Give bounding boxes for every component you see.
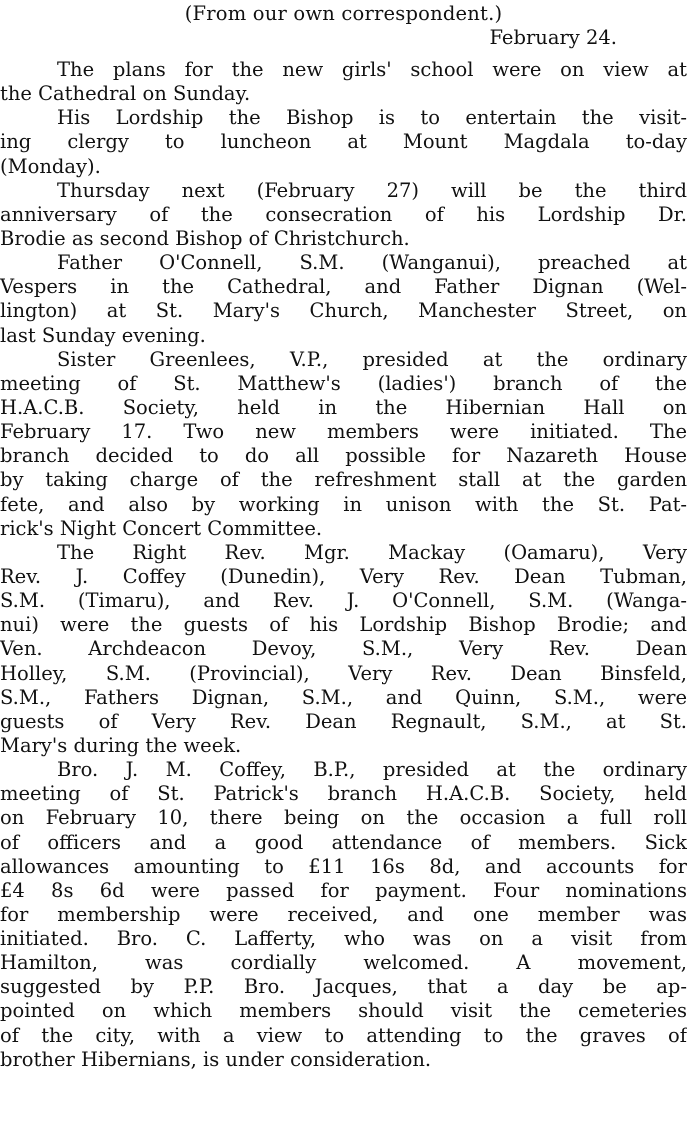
text-line: ing clergy to luncheon at Mount Magdala to-day xyxy=(0,130,687,154)
text-line: February 17. Two new members were initiated. The xyxy=(0,420,687,444)
text-line: nui) were the guests of his Lordship Bishop Brodie; and xyxy=(0,613,687,637)
text-line: Mary's during the week. xyxy=(0,733,242,757)
text-line: Father O'Connell, S.M. (Wanganui), preached at xyxy=(57,251,687,275)
byline: (From our own correspondent.) xyxy=(184,2,503,25)
text-line: S.M. (Timaru), and Rev. J. O'Connell, S.M. (Wanga- xyxy=(0,589,687,613)
text-line: pointed on which members should visit the cemeteries xyxy=(0,999,687,1023)
text-line: fete, and also by working in unison with the St. Pat- xyxy=(0,492,687,516)
text-line: meeting of St. Matthew's (ladies') branch of the xyxy=(0,371,687,395)
text-line: anniversary of the consecration of his Lordship Dr. xyxy=(0,202,687,226)
text-line: H.A.C.B. Society, held in the Hibernian Hall on xyxy=(0,395,687,419)
text-line: Rev. J. Coffey (Dunedin), Very Rev. Dean Tubman, xyxy=(0,564,687,588)
text-line: Sister Greenlees, V.P., presided at the ordinary xyxy=(57,347,687,371)
text-line: of the city, with a view to attending to the graves of xyxy=(0,1023,687,1047)
text-line: rick's Night Concert Committee. xyxy=(0,516,323,540)
text-line: Brodie as second Bishop of Christchurch. xyxy=(0,226,410,250)
text-line: for membership were received, and one member was xyxy=(0,902,687,926)
text-line: The Right Rev. Mgr. Mackay (Oamaru), Very xyxy=(57,540,687,564)
text-line: initiated. Bro. C. Lafferty, who was on a visit from xyxy=(0,927,687,951)
text-line: £4 8s 6d were passed for payment. Four nominations xyxy=(0,878,687,902)
text-line: His Lordship the Bishop is to entertain the visit- xyxy=(57,106,687,130)
text-line: (Monday). xyxy=(0,154,101,178)
text-line: by taking charge of the refreshment stall at the garden xyxy=(0,468,687,492)
text-line: suggested by P.P. Bro. Jacques, that a day be ap- xyxy=(0,975,687,999)
article-body xyxy=(0,58,687,1072)
text-line: of officers and a good attendance of members. Sick xyxy=(0,830,687,854)
text-line: Bro. J. M. Coffey, B.P., presided at the ordinary xyxy=(57,758,687,782)
text-line: branch decided to do all possible for Nazareth House xyxy=(0,444,687,468)
text-line: meeting of St. Patrick's branch H.A.C.B. Society, held xyxy=(0,782,687,806)
text-line: Ven. Archdeacon Devoy, S.M., Very Rev. Dean xyxy=(0,637,687,661)
text-line: Holley, S.M. (Provincial), Very Rev. Dean Binsfeld, xyxy=(0,661,687,685)
text-line: guests of Very Rev. Dean Regnault, S.M., at St. xyxy=(0,709,687,733)
text-line: Vespers in the Cathedral, and Father Dignan (Wel- xyxy=(0,275,687,299)
text-line: last Sunday evening. xyxy=(0,323,206,347)
dateline: February 24. xyxy=(489,26,617,49)
text-line: The plans for the new girls' school were on view at xyxy=(57,58,687,81)
text-line: Thursday next (February 27) will be the third xyxy=(57,178,687,202)
text-line: lington) at St. Mary's Church, Manchester Street, on xyxy=(0,299,687,323)
text-line: Hamilton, was cordially welcomed. A movement, xyxy=(0,951,687,975)
text-line: the Cathedral on Sunday. xyxy=(0,82,251,106)
text-line: on February 10, there being on the occasion a full roll xyxy=(0,806,687,830)
text-line: S.M., Fathers Dignan, S.M., and Quinn, S.M., were xyxy=(0,685,687,709)
text-line: allowances amounting to £11 16s 8d, and accounts for xyxy=(0,854,687,878)
text-line: brother Hibernians, is under consideration. xyxy=(0,1047,432,1071)
